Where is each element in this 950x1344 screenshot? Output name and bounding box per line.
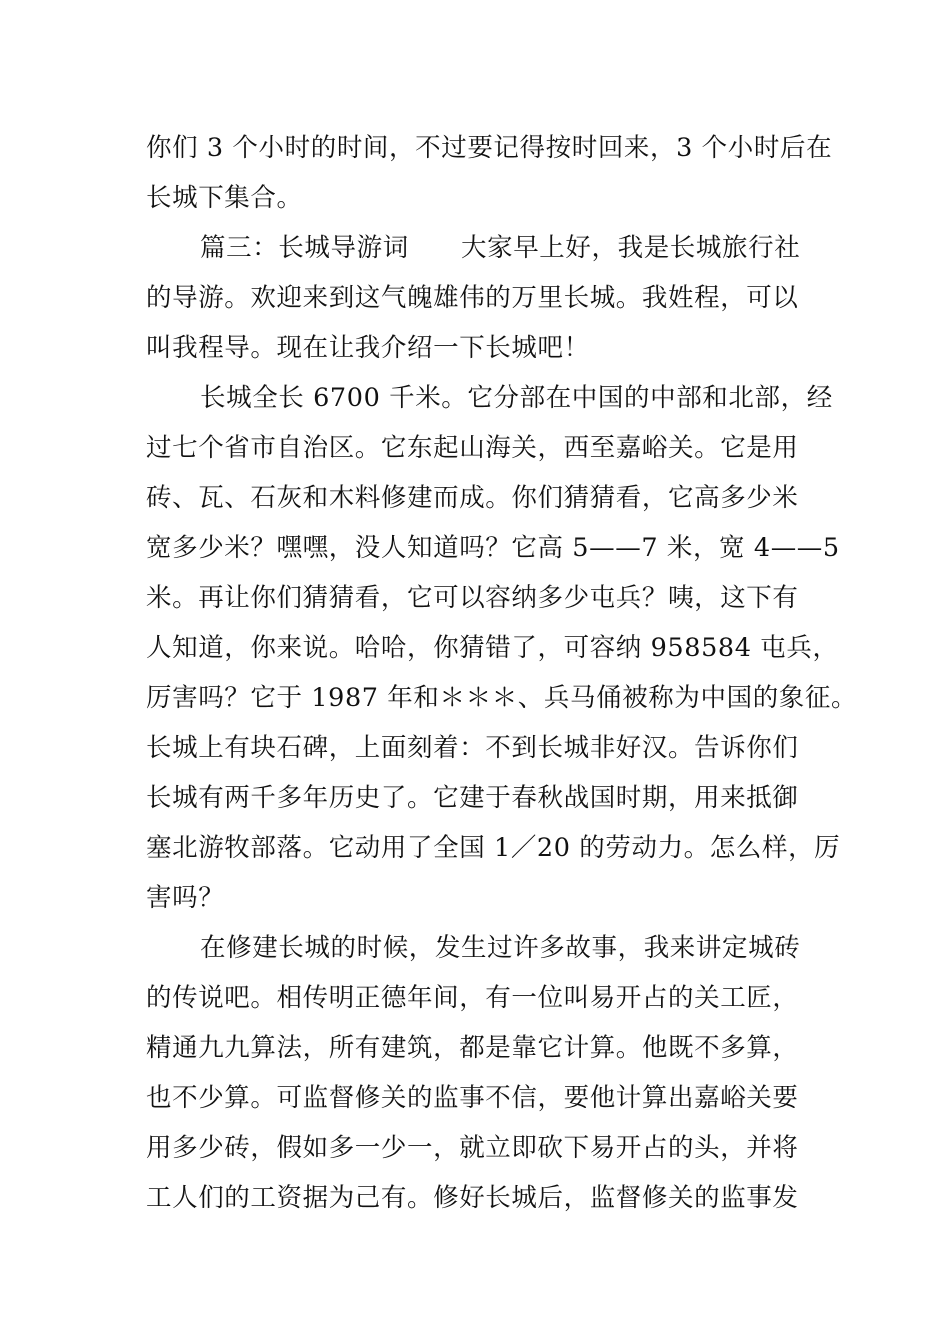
text-line: 长城下集合。 [146,183,303,213]
section-heading-line: 篇三：长城导游词 大家早上好，我是长城旅行社 [200,233,801,263]
paragraph-first-line: 在修建长城的时候，发生过许多故事，我来讲定城砖 [200,933,801,963]
text-line: 叫我程导。现在让我介绍一下长城吧！ [146,333,590,363]
text-line: 害吗？ [146,883,225,913]
text-line: 工人们的工资据为己有。修好长城后，监督修关的监事发 [146,1183,799,1213]
text-line: 精通九九算法，所有建筑，都是靠它计算。他既不多算， [146,1033,799,1063]
text-line: 宽多少米？嘿嘿，没人知道吗？它高 5——7 米，宽 4——5 [146,533,840,563]
text-line: 过七个省市自治区。它东起山海关，西至嘉峪关。它是用 [146,433,799,463]
text-line: 厉害吗？它于 1987 年和＊＊＊、兵马俑被称为中国的象征。 [146,683,858,713]
text-line: 也不少算。可监督修关的监事不信，要他计算出嘉峪关要 [146,1083,799,1113]
text-line: 长城有两千多年历史了。它建于春秋战国时期，用来抵御 [146,783,799,813]
text-line: 塞北游牧部落。它动用了全国 1／20 的劳动力。怎么样，厉 [146,833,841,863]
text-line: 砖、瓦、石灰和木料修建而成。你们猜猜看，它高多少米 [146,483,799,513]
text-line: 长城上有块石碑，上面刻着：不到长城非好汉。告诉你们 [146,733,799,763]
text-line: 的传说吧。相传明正德年间，有一位叫易开占的关工匠， [146,983,799,1013]
paragraph-first-line: 长城全长 6700 千米。它分部在中国的中部和北部，经 [200,383,833,413]
text-line: 人知道，你来说。哈哈，你猜错了，可容纳 958584 屯兵， [146,633,839,663]
text-line: 你们 3 个小时的时间，不过要记得按时回来，3 个小时后在 [146,133,833,163]
text-line: 米。再让你们猜猜看，它可以容纳多少屯兵？咦，这下有 [146,583,799,613]
text-line: 的导游。欢迎来到这气魄雄伟的万里长城。我姓程，可以 [146,283,799,313]
text-line: 用多少砖，假如多一少一，就立即砍下易开占的头，并将 [146,1133,799,1163]
